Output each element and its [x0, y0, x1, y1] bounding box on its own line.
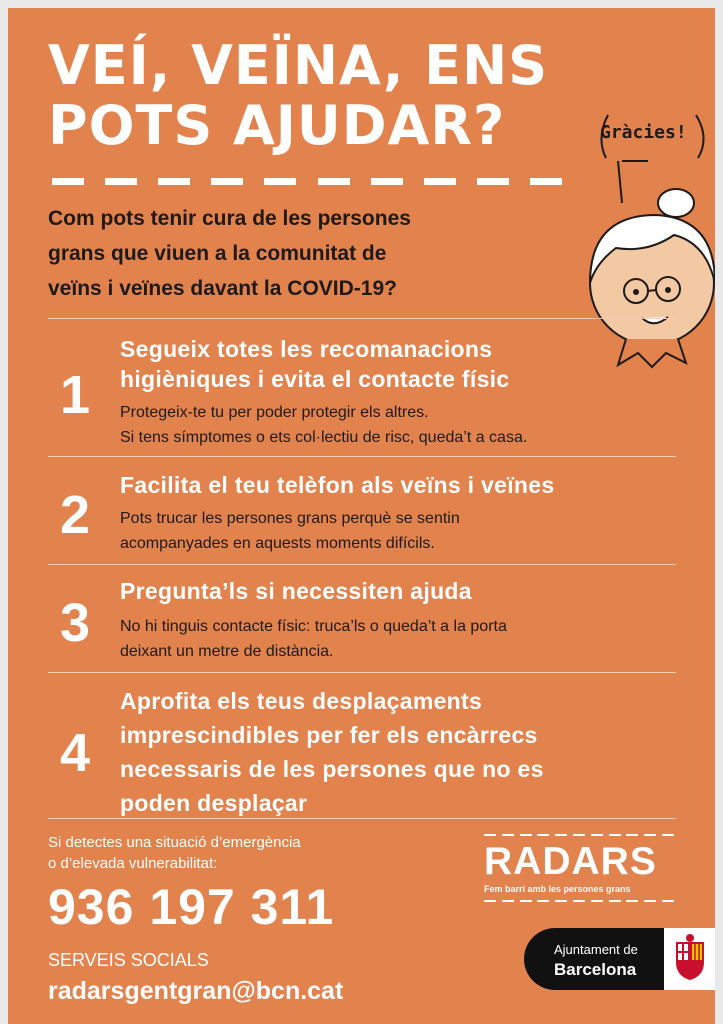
divider: [48, 564, 676, 565]
divider: [48, 818, 676, 819]
title-line-2: POTS AJUDAR?: [48, 94, 506, 157]
subtitle-line: Com pots tenir cura de les persones: [48, 207, 411, 230]
subtitle-line: grans que viuen a la comunitat de: [48, 242, 387, 265]
emergency-note-line: Si detectes una situació d’emergència: [48, 834, 301, 851]
subtitle-line: veïns i veïnes davant la COVID-19?: [48, 277, 397, 300]
step-heading: [120, 334, 509, 394]
emergency-note: [48, 832, 301, 874]
radars-wordmark: RADARS: [484, 840, 657, 883]
title-underline-dashes: [52, 178, 562, 186]
subtitle: [48, 201, 568, 306]
emergency-note-line: o d’elevada vulnerabilitat:: [48, 855, 218, 872]
step-heading-line: poden desplaçar: [120, 790, 308, 816]
divider: [48, 318, 676, 319]
step-body: [120, 506, 460, 556]
email-link[interactable]: radarsgentgran@bcn.cat: [48, 977, 344, 1005]
step-body: [120, 614, 507, 664]
step-heading: [120, 470, 554, 500]
ajuntament-line-2: Barcelona: [554, 960, 637, 979]
radars-top-dashes: [484, 834, 674, 836]
poster: [8, 8, 715, 1024]
step-heading-line: Pregunta’ls si necessiten ajuda: [120, 578, 472, 604]
step-heading-line: Facilita el teu telèfon als veïns i veïnes: [120, 472, 555, 498]
poster-title: [48, 36, 548, 156]
speech-bubble-text: Gràcies!: [600, 122, 687, 143]
barcelona-crest-icon: [664, 928, 715, 990]
step-heading: [120, 576, 472, 606]
services-label: SERVEIS SOCIALS: [48, 950, 209, 970]
step-heading-line: higièniques i evita el contacte físic: [120, 366, 510, 392]
step-heading-line: imprescindibles per fer els encàrrecs: [120, 722, 538, 748]
title-line-1: VEÍ, VEÏNA, ENS: [48, 34, 549, 97]
step-number: 4: [60, 723, 91, 783]
step-body-line: acompanyades en aquests moments difícils.: [120, 535, 435, 552]
step-number: 1: [60, 365, 91, 425]
step-body: [120, 400, 527, 450]
grandmother-illustration-icon: [578, 103, 715, 373]
step-number: 3: [60, 593, 91, 653]
step-heading-line: Segueix totes les recomanacions: [120, 336, 493, 362]
step-body-line: No hi tinguis contacte físic: truca’ls o queda’t a la porta: [120, 618, 507, 635]
step-heading: [120, 684, 544, 820]
step-heading-line: necessaris de les persones que no es: [120, 756, 544, 782]
radars-tagline: Fem barri amb les persones grans: [484, 884, 631, 894]
step-body-line: Protegeix-te tu per poder protegir els altres.: [120, 404, 429, 421]
step-body-line: Pots trucar les persones grans perquè se sentin: [120, 510, 460, 527]
divider: [48, 456, 676, 457]
ajuntament-logo: [524, 928, 715, 990]
phone-number[interactable]: 936 197 311: [48, 879, 335, 935]
radars-bottom-dashes: [484, 900, 674, 902]
step-heading-line: Aprofita els teus desplaçaments: [120, 688, 483, 714]
ajuntament-line-1: Ajuntament de: [554, 942, 638, 957]
radars-logo: [484, 834, 674, 902]
step-body-line: Si tens símptomes o ets col·lectiu de risc, queda’t a casa.: [120, 429, 528, 446]
step-number: 2: [60, 485, 91, 545]
divider: [48, 672, 676, 673]
step-body-line: deixant un metre de distància.: [120, 643, 334, 660]
